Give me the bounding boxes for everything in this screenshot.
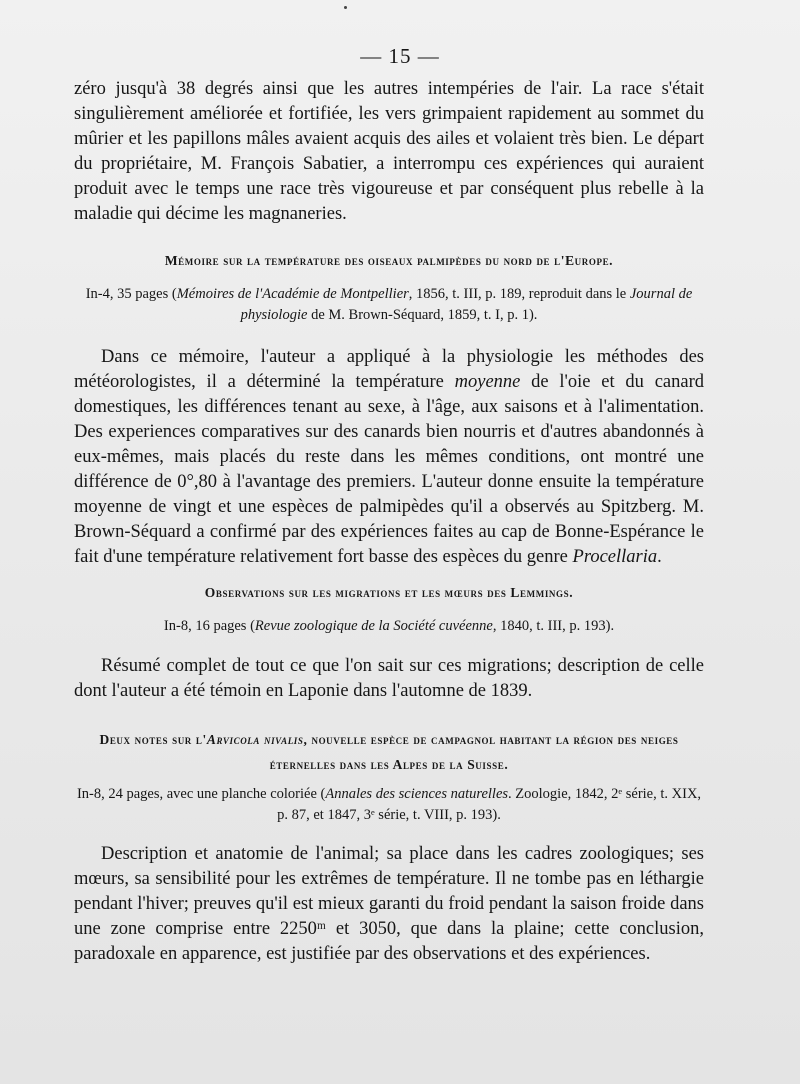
- paragraph-campagnol: Description et anatomie de l'animal; sa place dans les cadres zoologiques; ses mœurs, sa sensibilité pour les extrêmes de température. Il ne tombe pas en léthargie pendant l'hiver; preuves qu'il est mieux garanti du froid pendant la saison froide dans une zone comprise entre 2250ᵐ et 3050, que dans la plaine; cette conclusion, paradoxale en apparence, est justifiée par des observations et des expériences.: [74, 844, 704, 964]
- heading-palmipedes: Mémoire sur la température des oiseaux palmipèdes du nord de l'Europe.: [164, 253, 614, 268]
- ink-speck: [344, 6, 347, 9]
- paragraph-silkworms: zéro jusqu'à 38 degrés ainsi que les autres intempéries de l'air. La race s'était singulièrement améliorée et fortifiée, les vers grimpaient rapidement au sommet du mûrier et les papillons mâles avaient acquis des ailes et volaient très bien. Le départ du propriétaire, M. François Sabatier, a interrompu ces expériences qui auraient produit avec le temps une race très vigoureuse et par conséquent plus rebelle à la maladie qui décime les magnaneries.: [74, 79, 704, 224]
- page-number: — 15 —: [360, 44, 440, 68]
- reference-palmipedes: In-4, 35 pages (Mémoires de l'Académie de Montpellier, 1856, t. III, p. 189, reproduit dans le Journal de physiologie de M. Brown-Séquard, 1859, t. I, p. 1).: [85, 286, 693, 323]
- paragraph-migrations: Résumé complet de tout ce que l'on sait sur ces migrations; description de celle dont l'auteur a été témoin en Laponie dans l'automne de 1839.: [74, 656, 704, 701]
- heading-arvicola: Deux notes sur l'Arvicola nivalis, nouvelle espèce de campagnol habitant la région des neiges éternelles dans les Alpes de la Suisse.: [99, 732, 679, 772]
- reference-arvicola: In-8, 24 pages, avec une planche coloriée (Annales des sciences naturelles. Zoologie, 1842, 2ᵉ série, t. XIX, p. 87, et 1847, 3ᵉ série, t. VIII, p. 193).: [76, 786, 702, 823]
- heading-lemmings: Observations sur les migrations et les mœurs des Lemmings.: [204, 585, 574, 600]
- reference-lemmings: In-8, 16 pages (Revue zoologique de la Société cuvéenne, 1840, t. III, p. 193).: [163, 618, 615, 634]
- paragraph-temperature: Dans ce mémoire, l'auteur a appliqué à la physiologie les méthodes des météorologistes, il a déterminé la température moyenne de l'oie et du canard domestiques, les différences tenant au sexe, à l'âge, aux saisons et à l'alimentation. Des experiences comparatives sur des canards bien nourris et d'autres abandonnés à eux-mêmes, mais placés du reste dans les mêmes conditions, ont montré une différence de 0°,80 à l'avantage des premiers. L'auteur donne ensuite la température moyenne de vingt et une espèces de palmipèdes qu'il a observés au Spitzberg. M. Brown-Séquard a confirmé par des expériences faites au cap de Bonne-Espérance le fait d'une température relativement fort basse des espèces du genre Procellaria.: [74, 347, 704, 567]
